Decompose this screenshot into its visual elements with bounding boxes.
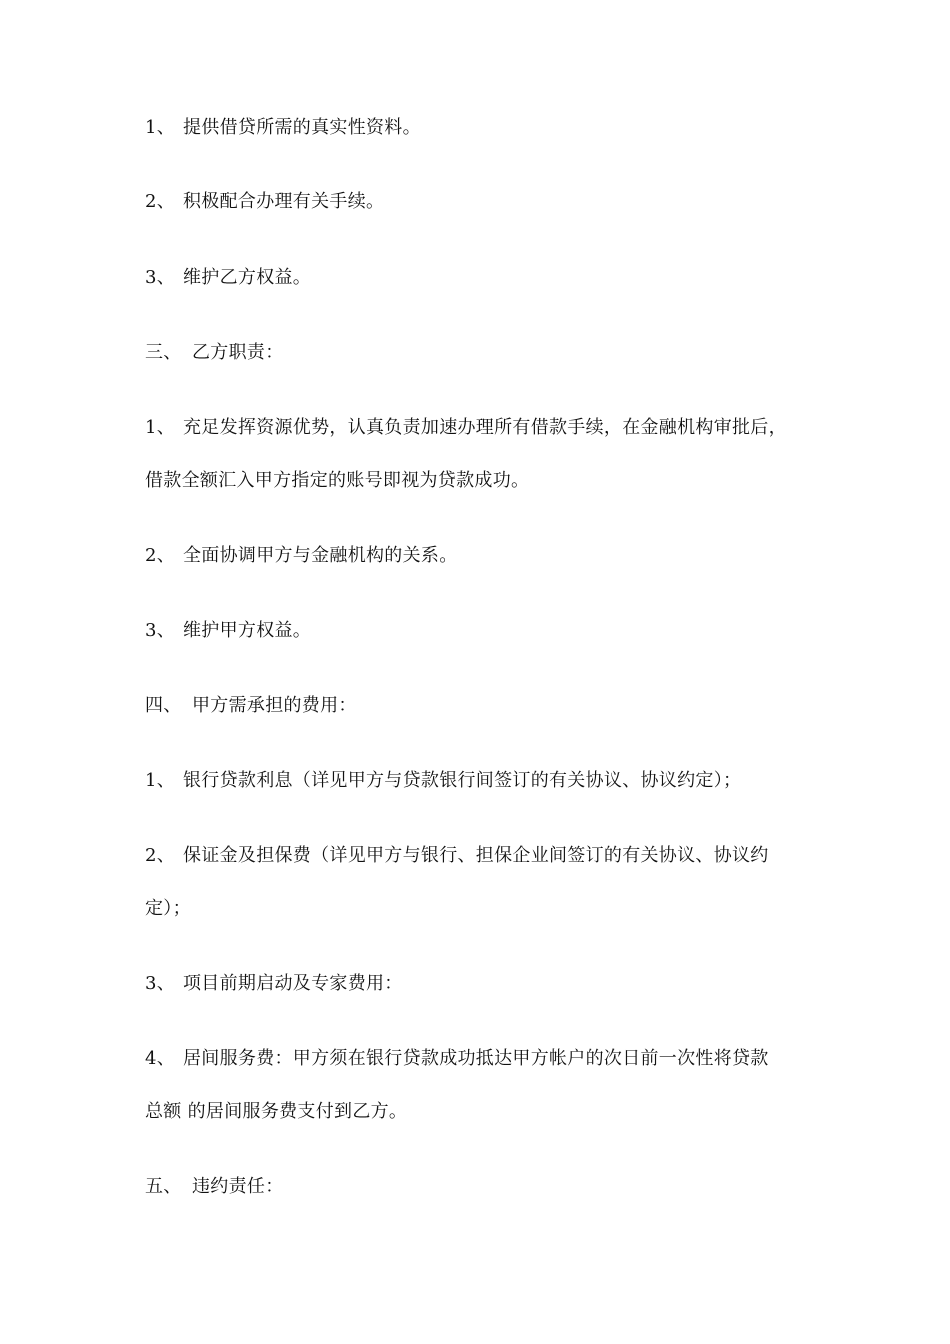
list-item	[145, 769, 741, 793]
item-text: 维护甲方权益。	[183, 620, 312, 641]
item-text: 保证金及担保费（详见甲方与银行、担保企业间签订的有关协议、协议约	[183, 845, 769, 866]
list-item	[145, 844, 769, 868]
item-text: 全面协调甲方与金融机构的关系。	[183, 545, 458, 566]
section-title: 违约责任：	[192, 1176, 284, 1197]
item-text: 借款全额汇入甲方指定的账号即视为贷款成功。	[145, 470, 530, 491]
list-item	[145, 116, 421, 140]
item-text: 总额 的居间服务费支付到乙方。	[145, 1101, 408, 1122]
list-item	[145, 416, 787, 440]
item-text: 充足发挥资源优势，认真负责加速办理所有借款手续，在金融机构审批后，	[183, 417, 787, 438]
section-title: 甲方需承担的费用：	[192, 695, 357, 716]
list-item	[145, 972, 403, 996]
item-number: 1、	[145, 417, 176, 438]
list-item-continuation	[145, 469, 529, 493]
item-number: 3、	[145, 267, 176, 288]
section-title: 乙方职责：	[192, 342, 284, 363]
item-number: 2、	[145, 545, 176, 566]
item-number: 4、	[145, 1048, 176, 1069]
list-item	[145, 1047, 769, 1071]
item-number: 3、	[145, 973, 176, 994]
section-number: 五、	[145, 1176, 182, 1197]
item-number: 1、	[145, 770, 176, 791]
item-number: 2、	[145, 845, 176, 866]
section-heading	[145, 1175, 284, 1199]
item-number: 1、	[145, 117, 176, 138]
item-text: 定）；	[145, 898, 191, 919]
section-number: 三、	[145, 342, 182, 363]
item-text: 居间服务费：甲方须在银行贷款成功抵达甲方帐户的次日前一次性将贷款	[183, 1048, 769, 1069]
item-text: 积极配合办理有关手续。	[183, 191, 385, 212]
item-text: 维护乙方权益。	[183, 267, 312, 288]
item-text: 提供借贷所需的真实性资料。	[183, 117, 421, 138]
list-item-continuation	[145, 897, 191, 921]
list-item	[145, 266, 311, 290]
section-heading	[145, 341, 284, 365]
item-text: 项目前期启动及专家费用：	[183, 973, 403, 994]
item-text: 银行贷款利息（详见甲方与贷款银行间签订的有关协议、协议约定）；	[183, 770, 742, 791]
list-item	[145, 190, 384, 214]
item-number: 2、	[145, 191, 176, 212]
section-heading	[145, 694, 357, 718]
item-number: 3、	[145, 620, 176, 641]
list-item	[145, 619, 311, 643]
list-item-continuation	[145, 1100, 407, 1124]
section-number: 四、	[145, 695, 182, 716]
list-item	[145, 544, 458, 568]
